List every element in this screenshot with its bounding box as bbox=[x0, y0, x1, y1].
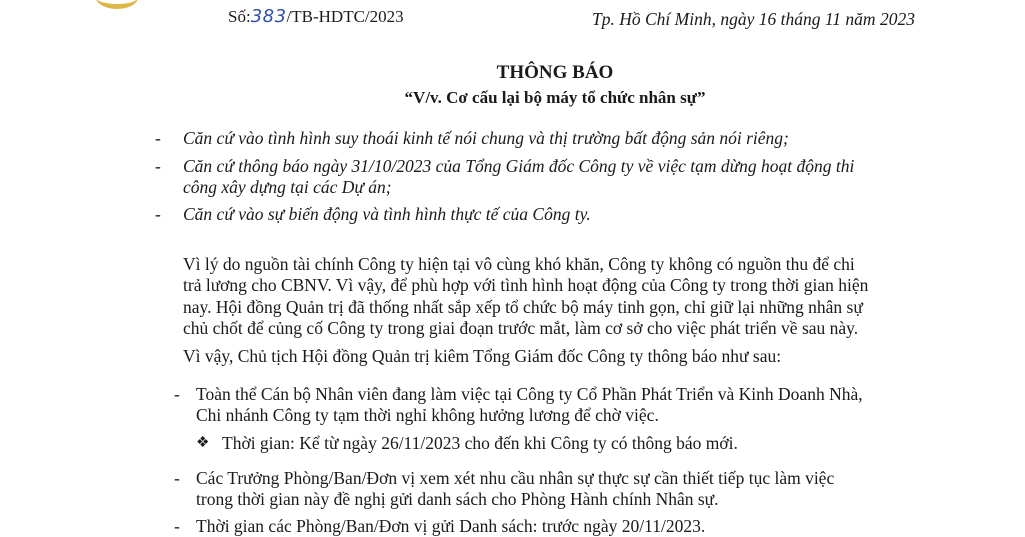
notice-subline: Thời gian: Kể từ ngày 26/11/2023 cho đến khi Công ty có thông báo mới. bbox=[222, 433, 738, 453]
handwritten-number: 383 bbox=[250, 6, 287, 27]
company-logo-fragment bbox=[96, 0, 138, 9]
basis-line: Căn cứ vào tình hình suy thoái kinh tế nói chung và thị trường bất động sản nói riêng; bbox=[183, 128, 789, 148]
document-subtitle: “V/v. Cơ cấu lại bộ máy tổ chức nhân sự” bbox=[404, 88, 706, 107]
notice-line: Các Trưởng Phòng/Ban/Đơn vị xem xét nhu cầu nhân sự thực sự cần thiết tiếp tục làm việc bbox=[196, 468, 835, 488]
announce-line: Vì vậy, Chủ tịch Hội đồng Quản trị kiêm Tổng Giám đốc Công ty thông báo như sau: bbox=[183, 346, 782, 366]
body-line: nay. Hội đồng Quản trị đã thống nhất sắp xếp tổ chức bộ máy tinh gọn, chỉ giữ lại những nhân sự bbox=[183, 297, 863, 317]
notice-line: Toàn thể Cán bộ Nhân viên đang làm việc tại Công ty Cổ Phần Phát Triển và Kinh Doanh Nhà, bbox=[196, 384, 863, 404]
basis-line: Căn cứ thông báo ngày 31/10/2023 của Tổng Giám đốc Công ty về việc tạm dừng hoạt động thi bbox=[183, 156, 855, 176]
notice-line: Thời gian các Phòng/Ban/Đơn vị gửi Danh sách: trước ngày 20/11/2023. bbox=[196, 516, 706, 536]
bullet-dash: - bbox=[174, 384, 180, 404]
body-line: chủ chốt để củng cố Công ty trong giai đoạn trước mắt, làm cơ sở cho việc phát triển về sau này. bbox=[183, 318, 859, 338]
notice-line: Chi nhánh Công ty tạm thời nghỉ không hưởng lương để chờ việc. bbox=[196, 405, 659, 425]
diamond-bullet-icon: ❖ bbox=[196, 435, 210, 451]
basis-line: Căn cứ vào sự biến động và tình hình thực tế của Công ty. bbox=[183, 204, 591, 224]
bullet-dash: - bbox=[155, 204, 161, 224]
body-line: Vì lý do nguồn tài chính Công ty hiện tại vô cùng khó khăn, Công ty không có nguồn thu để chi bbox=[183, 254, 855, 274]
notice-line: trong thời gian này đề nghị gửi danh sách cho Phòng Hành chính Nhân sự. bbox=[196, 489, 719, 509]
body-line: trả lương cho CBNV. Vì vậy, để phù hợp với tình hình hoạt động của Công ty trong thời gian hiện bbox=[183, 275, 869, 295]
bullet-dash: - bbox=[174, 516, 180, 536]
document-number: Số:383/TB-HDTC/2023 bbox=[228, 6, 404, 27]
place-date: Tp. Hồ Chí Minh, ngày 16 tháng 11 năm 2023 bbox=[592, 9, 915, 29]
document-title: THÔNG BÁO bbox=[496, 62, 614, 83]
bullet-dash: - bbox=[174, 468, 180, 488]
bullet-dash: - bbox=[155, 128, 161, 148]
bullet-dash: - bbox=[155, 156, 161, 176]
basis-line: công xây dựng tại các Dự án; bbox=[183, 177, 392, 197]
